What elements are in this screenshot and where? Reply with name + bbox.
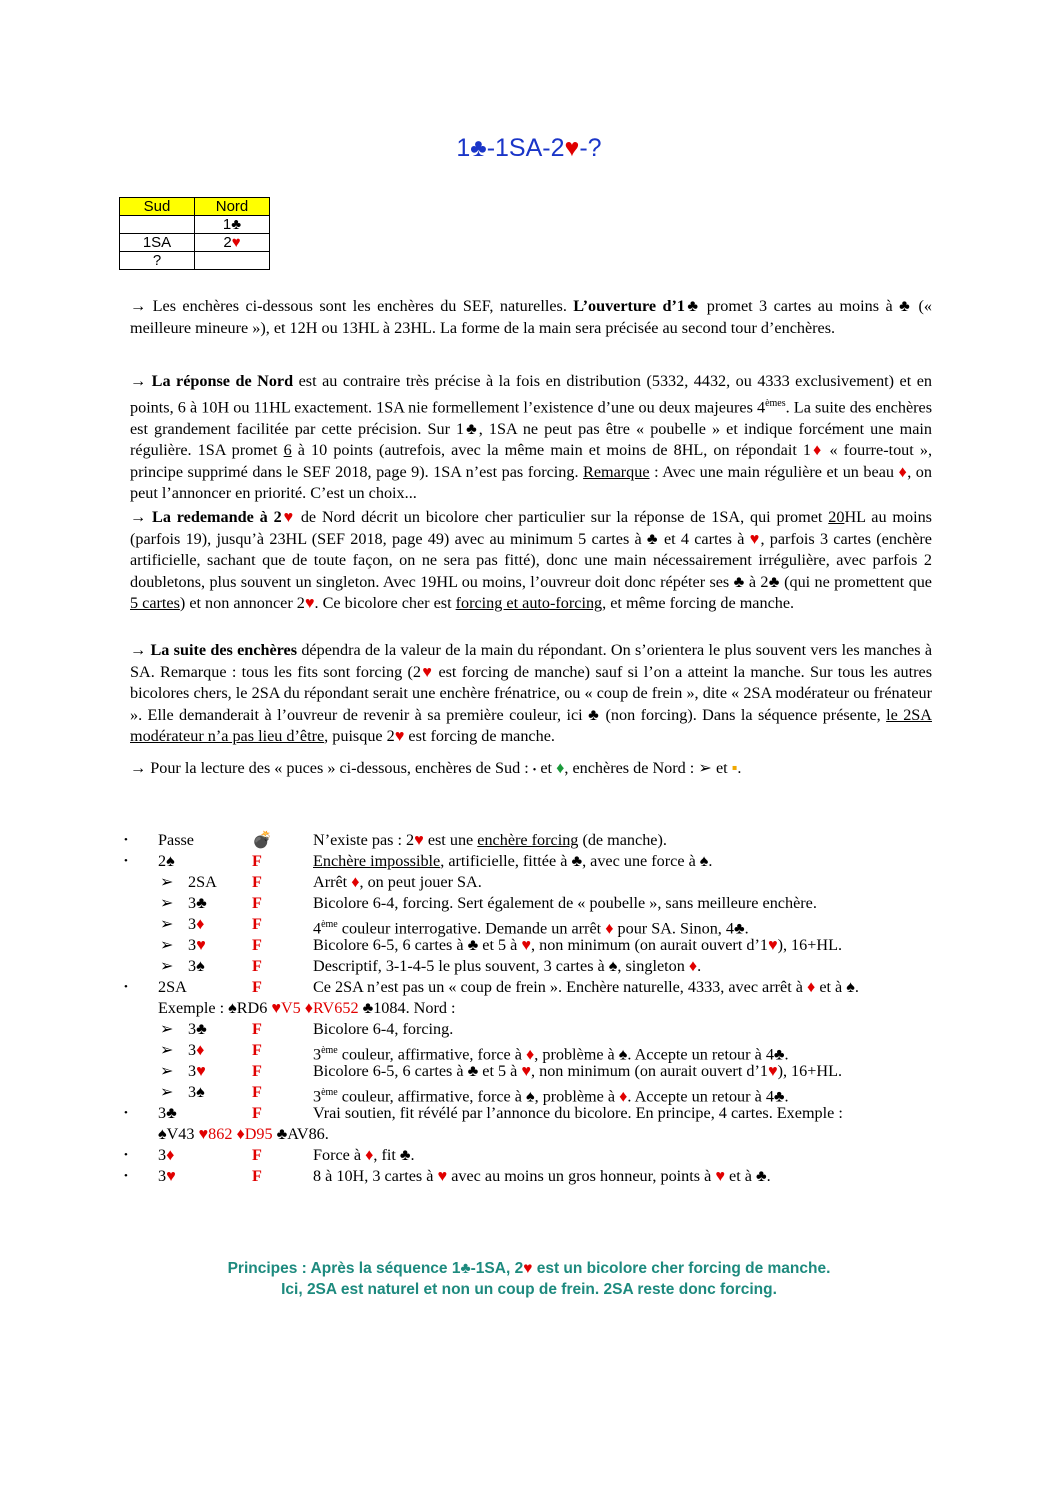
- principles-box: [0, 1258, 1058, 1300]
- bullet-icon: •: [532, 765, 537, 776]
- list-item: ➢ 3♣ F Bicolore 6-4, forcing.: [160, 1020, 454, 1038]
- paragraph-response: → La réponse de Nord est au contraire très précise à la fois en distribution (5332, 4432, ou 4333 exclusivement) et en points, 6 à 10H ou 11HL exactement. 1SA nie formellement l’existence d’une ou deux majeures 4èmes. La suite des enchères est grandement facilitée par cette précision. Sur 1♣, 1SA ne peut pas être « poubelle » et indique forcément une main régulière. 1SA promet 6 à 10 points (autrefois, avec la même main et moins de 8HL, on répondait 1♦ « fourre-tout », principe supprimé dans le SEF 2018, page 9). 1SA n’est pas forcing. Remarque : Avec une main régulière et un beau ♦, on peut l’annoncer en priorité. C’est un choix...: [130, 372, 933, 503]
- list-item: ➢ 3♦ F 4ème couleur interrogative. Demande un arrêt ♦ pour SA. Sinon, 4♣.: [160, 915, 749, 938]
- cell-empty: [120, 216, 195, 234]
- paragraph-opening: → Les enchères ci-dessous sont les enchères du SEF, naturelles. L’ouverture d’1♣ promet 3 cartes au moins à ♣ (« meilleure mineure »), et 12H ou 13HL à 23HL. La forme de la main sera précisée au second tour d’enchères.: [130, 297, 932, 337]
- list-item: ➢ 2SA F Arrêt ♦, on peut jouer SA.: [160, 873, 482, 891]
- principles-line-2: Ici, 2SA est naturel et non un coup de frein. 2SA reste donc forcing.: [281, 1281, 777, 1298]
- example-line: Exemple : ♠RD6 ♥V5 ♦RV652 ♣1084. Nord :: [158, 999, 456, 1017]
- list-item: ➢ 3♦ F 3ème couleur, affirmative, force à ♦, problème à ♠. Accepte un retour à 4♣.: [160, 1041, 789, 1064]
- example-line: ♠V43 ♥862 ♦D95 ♣AV86.: [158, 1125, 329, 1143]
- list-item: • 2SA F Ce 2SA n’est pas un « coup de frein ». Enchère naturelle, 4333, avec arrêt à ♦ et à ♠.: [124, 978, 859, 996]
- list-item: • 3♦ F Force à ♦, fit ♣.: [124, 1146, 415, 1164]
- list-item: • 3♥ F 8 à 10H, 3 cartes à ♥ avec au moins un gros honneur, points à ♥ et à ♣.: [124, 1167, 771, 1185]
- header-sud: Sud: [120, 198, 195, 216]
- cell-nord-2: 2♥: [195, 234, 270, 252]
- cell-nord-1: 1♣: [195, 216, 270, 234]
- gold-square-icon: ▪: [731, 759, 738, 777]
- list-item: • 3♣ F Vrai soutien, fit révélé par l’annonce du bicolore. En principe, 4 cartes. Exemple :: [124, 1104, 843, 1122]
- paragraph-continuation: → La suite des enchères dépendra de la valeur de la main du répondant. On s’orientera le plus souvent vers les manches à SA. Remarque : tous les fits sont forcing (2♥ est forcing de manche) sauf si l’on a atteint la manche. Sur tous les autres bicolores chers, le 2SA du répondant serait une enchère frénatrice, ou « coup de frein », dite « 2SA modérateur ou frénateur ». Elle demanderait à l’ouvreur de revenir à sa première couleur, ici ♣ (non forcing). Dans la séquence présente, le 2SA modérateur n’a pas lieu d’être, puisque 2♥ est forcing de manche.: [130, 641, 933, 746]
- arrow-bullet-icon: ➢: [698, 759, 712, 777]
- cell-sud-2: ?: [120, 252, 195, 270]
- green-diamond-icon: ♦: [556, 759, 565, 777]
- cell-sud-1: 1SA: [120, 234, 195, 252]
- cell-empty: [195, 252, 270, 270]
- heart-icon: ♥: [564, 134, 580, 162]
- bidding-table: [119, 197, 270, 270]
- club-icon: ♣: [470, 134, 487, 162]
- list-item: ➢ 3♠ F 3ème couleur, affirmative, force à ♠, problème à ♦. Accepte un retour à 4♣.: [160, 1083, 789, 1106]
- list-item: • 2♠ F Enchère impossible, artificielle, fittée à ♣, avec une force à ♠.: [124, 852, 713, 870]
- list-item: ➢ 3♠ F Descriptif, 3-1-4-5 le plus souvent, 3 cartes à ♠, singleton ♦.: [160, 957, 702, 975]
- list-item: • Passe 💣 N’existe pas : 2♥ est une enchère forcing (de manche).: [124, 831, 667, 849]
- bomb-icon: 💣: [252, 831, 273, 849]
- header-nord: Nord: [195, 198, 270, 216]
- page-title: 1♣-1SA-2♥-?: [456, 134, 602, 162]
- list-item: ➢ 3♥ F Bicolore 6-5, 6 cartes à ♣ et 5 à ♥, non minimum (on aurait ouvert d’1♥), 16+HL.: [160, 1062, 843, 1080]
- paragraph-legend: → Pour la lecture des « puces » ci-dessous, enchères de Sud : • et ♦, enchères de Nord : ➢ et ▪.: [130, 759, 742, 777]
- paragraph-rebid: → La redemande à 2♥ de Nord décrit un bicolore cher particulier sur la réponse de 1SA, qui promet 20HL au moins (parfois 19), jusqu’à 23HL (SEF 2018, page 49) avec au minimum 5 cartes à ♣ et 4 cartes à ♥, parfois 3 cartes (enchère artificielle, sachant que de toute façon, on ne sera pas fitté), donc une main nécessairement irrégulière, avec parfois 2 doubletons, plus souvent un singleton. Avec 19HL ou moins, l’ouvreur doit donc répéter ses ♣ à 2♣ (qui ne promettent que 5 cartes) et non annoncer 2♥. Ce bicolore cher est forcing et auto-forcing, et même forcing de manche.: [130, 508, 932, 613]
- list-item: ➢ 3♥ F Bicolore 6-5, 6 cartes à ♣ et 5 à ♥, non minimum (on aurait ouvert d’1♥), 16+HL.: [160, 936, 843, 954]
- list-item: ➢ 3♣ F Bicolore 6-4, forcing. Sert également de « poubelle », sans meilleure enchère.: [160, 894, 817, 912]
- principles-line-1: Principes : Après la séquence 1♣-1SA, 2♥ est un bicolore cher forcing de manche.: [227, 1260, 831, 1277]
